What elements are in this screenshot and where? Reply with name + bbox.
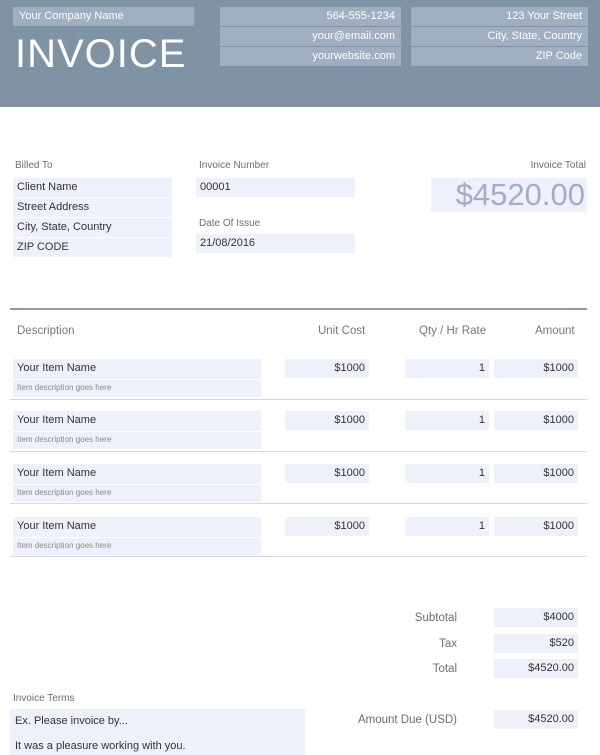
- qty-field[interactable]: 1: [405, 411, 489, 430]
- invoice-terms-label: Invoice Terms: [13, 693, 75, 704]
- total-field[interactable]: $4520.00: [494, 659, 578, 678]
- client-name-field[interactable]: Client Name: [13, 178, 172, 197]
- table-top-rule: [10, 308, 587, 310]
- invoice-header: [0, 0, 600, 107]
- amount-header: Amount: [535, 325, 575, 337]
- tax-label: Tax: [439, 638, 457, 650]
- table-row: [13, 464, 261, 502]
- table-row: [13, 517, 261, 555]
- invoice-title: INVOICE: [15, 32, 187, 76]
- item-name-field[interactable]: Your Item Name: [17, 467, 97, 479]
- qty-header: Qty / Hr Rate: [419, 325, 487, 337]
- invoice-number-label: Invoice Number: [199, 160, 270, 171]
- item-description-field[interactable]: Item description goes here: [17, 435, 112, 444]
- amount-field[interactable]: $1000: [494, 464, 578, 483]
- invoice-terms-field[interactable]: [10, 709, 305, 755]
- unit-cost-field[interactable]: $1000: [285, 517, 369, 536]
- amount-field[interactable]: $1000: [494, 411, 578, 430]
- company-name-field[interactable]: Your Company Name: [13, 7, 194, 26]
- tax-field[interactable]: $520: [494, 634, 578, 653]
- invoice-total-label: Invoice Total: [530, 160, 586, 171]
- date-of-issue-label: Date Of Issue: [199, 218, 261, 229]
- unit-cost-field[interactable]: $1000: [285, 411, 369, 430]
- row-separator: [10, 556, 587, 557]
- terms-line-1: Ex. Please invoice by...: [15, 715, 128, 727]
- item-description-field[interactable]: Item description goes here: [17, 383, 112, 392]
- qty-field[interactable]: 1: [405, 359, 489, 378]
- zip-field[interactable]: ZIP Code: [411, 47, 588, 66]
- email-field[interactable]: your@email.com: [220, 27, 401, 46]
- billed-to-label: Billed To: [15, 160, 53, 171]
- city-field[interactable]: City, State, Country: [411, 27, 588, 46]
- cell-divider: [13, 431, 261, 432]
- subtotal-label: Subtotal: [414, 612, 457, 624]
- date-of-issue-field[interactable]: 21/08/2016: [196, 234, 355, 253]
- amount-due-label: Amount Due (USD): [357, 714, 457, 726]
- item-name-field[interactable]: Your Item Name: [17, 520, 97, 532]
- item-name-field[interactable]: Your Item Name: [17, 414, 97, 426]
- terms-line-2: It was a pleasure working with you.: [15, 740, 186, 752]
- row-separator: [10, 503, 587, 504]
- subtotal-field[interactable]: $4000: [494, 608, 578, 627]
- phone-field[interactable]: 564-555-1234: [220, 7, 401, 26]
- invoice-number-field[interactable]: 00001: [196, 178, 355, 197]
- cell-divider: [13, 537, 261, 538]
- amount-field[interactable]: $1000: [494, 359, 578, 378]
- street-address-field[interactable]: Street Address: [13, 198, 172, 217]
- unit-cost-field[interactable]: $1000: [285, 359, 369, 378]
- invoice-total-value[interactable]: $4520.00: [431, 178, 587, 212]
- client-zip-field[interactable]: ZIP CODE: [13, 238, 172, 257]
- amount-field[interactable]: $1000: [494, 517, 578, 536]
- client-city-field[interactable]: City, State, Country: [13, 218, 172, 237]
- address-field[interactable]: 123 Your Street: [411, 7, 588, 26]
- qty-field[interactable]: 1: [405, 517, 489, 536]
- qty-field[interactable]: 1: [405, 464, 489, 483]
- item-name-field[interactable]: Your Item Name: [17, 362, 97, 374]
- item-description-field[interactable]: Item description goes here: [17, 541, 112, 550]
- cell-divider: [13, 484, 261, 485]
- total-label: Total: [432, 663, 457, 675]
- amount-due-field[interactable]: $4520.00: [494, 710, 578, 729]
- unit-cost-field[interactable]: $1000: [285, 464, 369, 483]
- table-row: [13, 411, 261, 449]
- unit-cost-header: Unit Cost: [318, 325, 366, 337]
- table-row: [13, 359, 261, 397]
- description-header: Description: [17, 325, 75, 337]
- row-separator: [10, 451, 587, 452]
- website-field[interactable]: yourwebsite.com: [220, 47, 401, 66]
- row-separator: [10, 399, 587, 400]
- cell-divider: [13, 379, 261, 380]
- item-description-field[interactable]: Item description goes here: [17, 488, 112, 497]
